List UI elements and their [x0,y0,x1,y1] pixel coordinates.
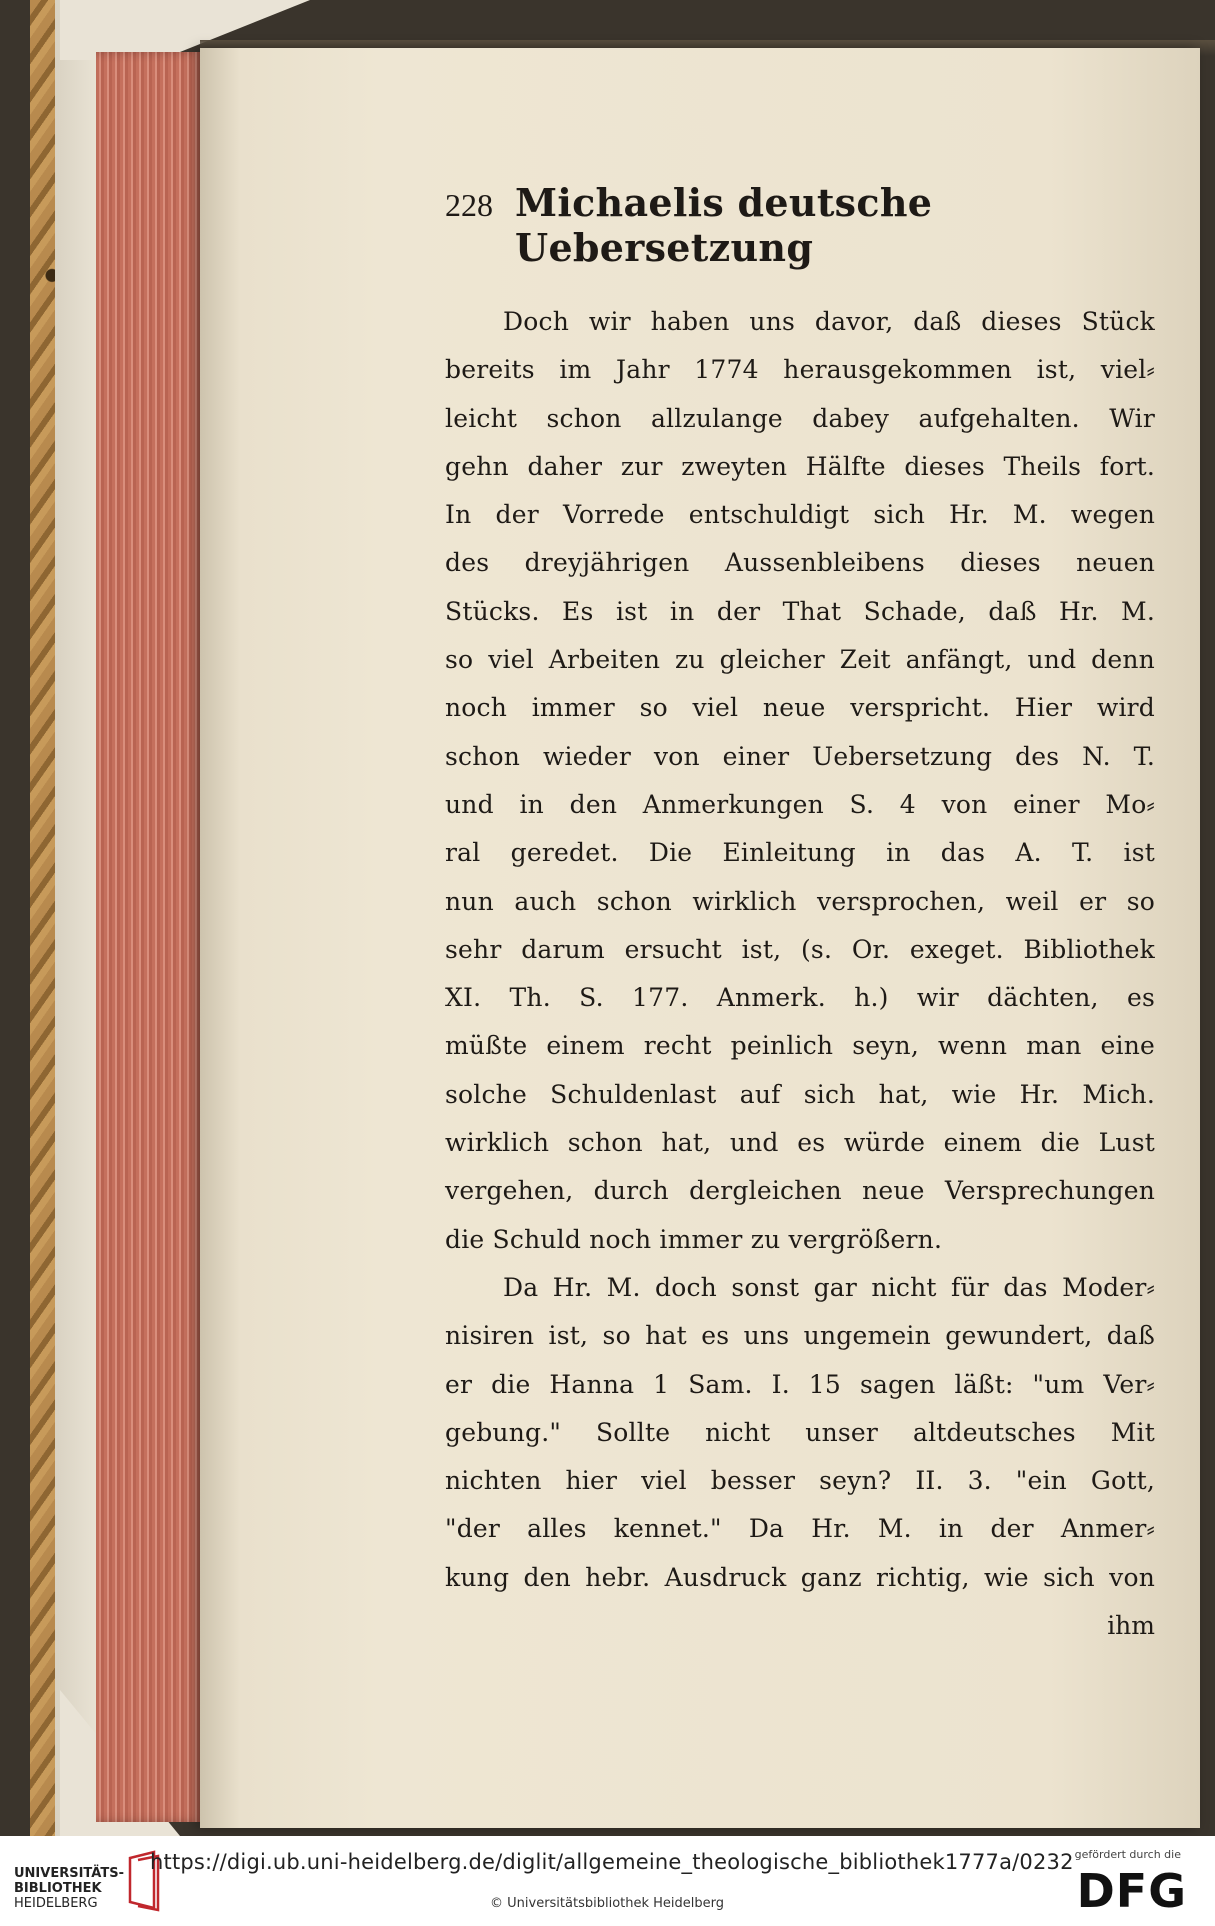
text-line: nun auch schon wirklich versprochen, weil er so [445,886,1155,916]
text-line: gehn daher zur zweyten Hälfte dieses Theils fort. [445,451,1155,481]
text-line: "der alles kennet." Da Hr. M. in der Anmer⸗ [445,1514,1155,1544]
text-line: müßte einem recht peinlich seyn, wenn man eine [445,1031,1155,1061]
text-line: noch immer so viel neue verspricht. Hier wird [445,693,1155,723]
viewer-footer [0,1836,1215,1926]
text-line: er die Hanna 1 Sam. I. 15 sagen läßt: "um Ver⸗ [445,1369,1155,1399]
text-line: Stücks. Es ist in der That Schade, daß Hr. M. [445,596,1155,626]
body-text [445,298,1155,1602]
text-line: XI. Th. S. 177. Anmerk. h.) wir dächten, es [445,983,1155,1013]
library-name-line-2: BIBLIOTHEK [14,1881,102,1896]
catchword: ihm [1107,1611,1155,1641]
text-line: nisiren ist, so hat es uns ungemein gewundert, daß [445,1321,1155,1351]
text-line: des dreyjährigen Aussenbleibens dieses neuen [445,548,1155,578]
text-line: nichten hier viel besser seyn? II. 3. "ein Gott, [445,1466,1155,1496]
running-head: Michaelis deutsche Uebersetzung [515,180,933,270]
text-line: Doch wir haben uns davor, daß dieses Stück [503,307,1155,336]
text-line: Da Hr. M. doch sonst gar nicht für das Moder⸗ [503,1272,1155,1302]
text-line: sehr darum ersucht ist, (s. Or. exeget. Bibliothek [445,934,1155,964]
text-line: leicht schon allzulange dabey aufgehalten. Wir [445,403,1155,433]
copyright-notice: © Universitätsbibliothek Heidelberg [490,1896,725,1911]
text-line: solche Schuldenlast auf sich hat, wie Hr. Mich. [445,1079,1155,1109]
text-line: ral geredet. Die Einleitung in das A. T. ist [445,838,1155,868]
text-line: so viel Arbeiten zu gleicher Zeit anfängt, und denn [445,645,1155,675]
text-line: vergehen, durch dergleichen neue Versprechungen [445,1176,1155,1206]
text-line: In der Vorrede entschuldigt sich Hr. M. wegen [445,500,1155,530]
text-line: wirklich schon hat, und es würde einem die Lust [445,1128,1155,1158]
page-header [445,180,1155,270]
text-line: bereits im Jahr 1774 herausgekommen ist, viel⸗ [445,355,1155,385]
text-line: die Schuld noch immer zu vergrößern. [445,1224,943,1254]
text-line: und in den Anmerkungen S. 4 von einer Mo⸗ [445,789,1155,819]
page-text [445,180,1155,1650]
dfg-logo: DFG [1076,1864,1187,1918]
page-number: 228 [445,187,493,223]
permalink-url[interactable]: https://digi.ub.uni-heidelberg.de/diglit/allgemeine_theologische_bibliothek1777a/0232 [150,1850,1074,1874]
library-city: HEIDELBERG [14,1896,98,1911]
library-name-line-1: UNIVERSITÄTS- [14,1866,124,1881]
library-logo [14,1866,124,1911]
text-line: gebung." Sollte nicht unser altdeutsches Mit [445,1417,1155,1447]
red-page-edges [96,52,206,1822]
funding-note: gefördert durch die [1074,1848,1181,1861]
text-line: schon wieder von einer Uebersetzung des N. T. [445,741,1155,771]
text-line: kung den hebr. Ausdruck ganz richtig, wie sich von [445,1562,1155,1592]
